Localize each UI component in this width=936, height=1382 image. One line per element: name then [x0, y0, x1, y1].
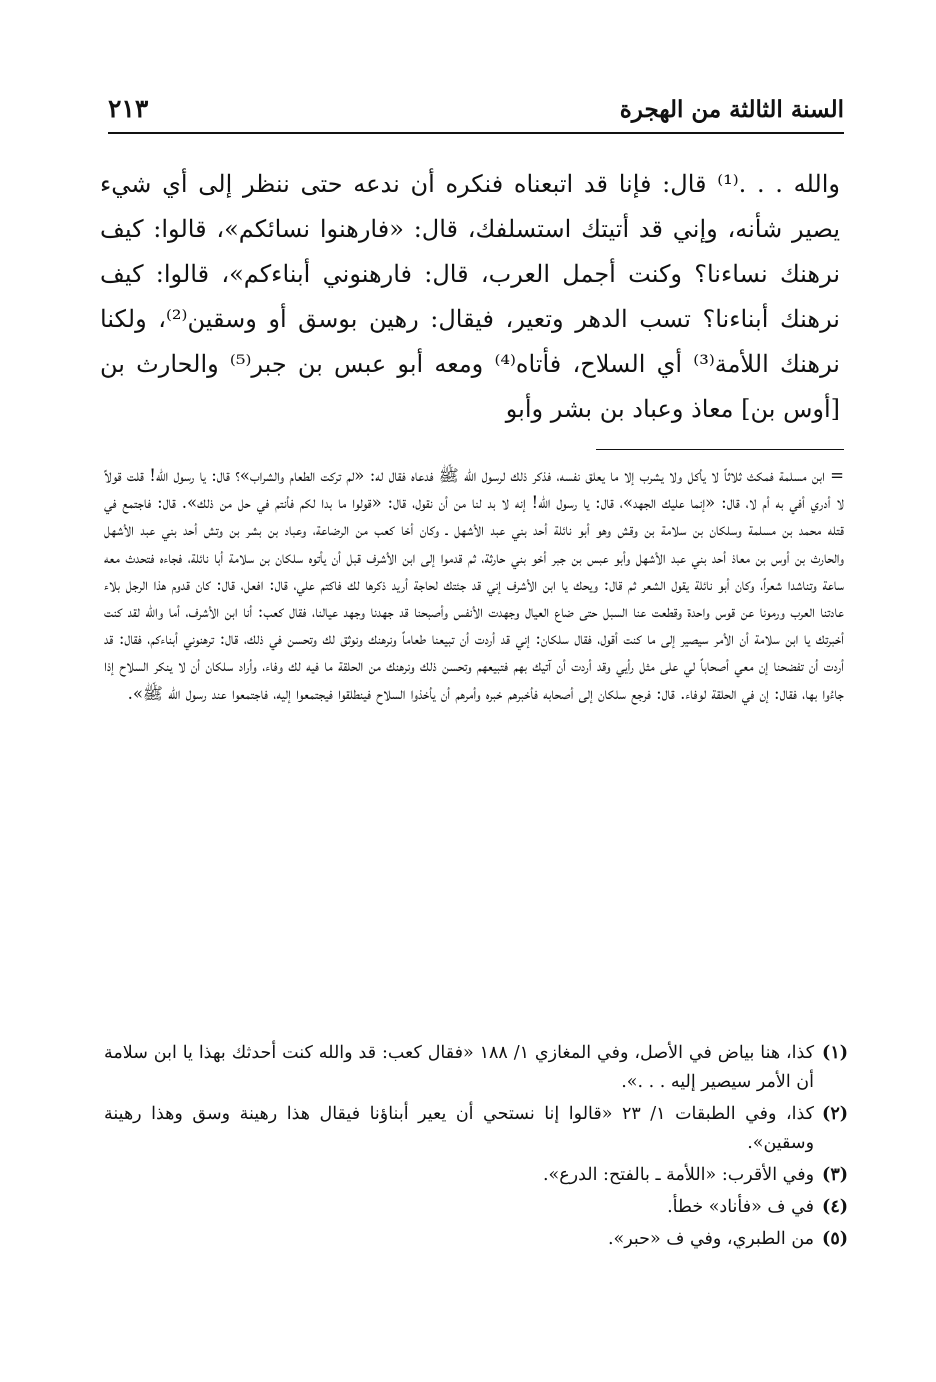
page-header — [108, 92, 844, 134]
footnote-1 — [104, 1039, 848, 1097]
footnote-text: كذا، وفي الطبقات ١/ ٢٣ «قالوا إنا نستحي أن يعير أبناؤنا فيقال هذا رهينة وسق وهذا رهينة وسقين». — [104, 1104, 815, 1153]
footnote-number: (١) — [822, 1043, 848, 1063]
footnote-text: من الطبري، وفي ف «حبر». — [607, 1229, 815, 1249]
footnote-3 — [104, 1161, 848, 1190]
page-number: ٢١٣ — [108, 94, 149, 123]
footnote-separator — [596, 449, 844, 450]
footnotes — [104, 1039, 848, 1257]
footnote-number: (٥) — [822, 1229, 848, 1249]
footnote-text: كذا، هنا بياض في الأصل، وفي المغازي ١/ ١٨٨ «فقال كعب: قد والله كنت أحدثك بهذا يا ابن سلامة أن الأمر سيصير إليه . . .». — [104, 1043, 815, 1092]
footnote-text: وفي الأقرب: «اللأمة ـ بالفتح: الدرع». — [542, 1165, 815, 1185]
footnote-continuation — [104, 462, 844, 707]
footnote-4 — [104, 1193, 848, 1222]
footnote-number: (٢) — [822, 1104, 848, 1124]
continuation-paragraph: = ابن مسلمة فمكث ثلاثاً لا يأكل ولا يشرب إلا ما يعلق نفسه، فذكر ذلك لرسول الله ﷺ فدعاه فقال له: «لم تركت الطعام والشراب»؟ قال: يا رسول الله! قلت قولاً لا أدري أفي به أم لا، قال: «إنما عليك الجهد»، قال: يا رسول الله! إنه لا بد لنا من أن نقول، قال: «قولوا ما بدا لكم فأنتم في حل من ذلك». قال: فاجتمع في قتله محمد بن مسلمة وسلكان بن سلامة بن وقش وهو أبو نائلة أحد بني عبد الأشهل ـ وكان أخا كعب من الرضاعة، وعباد بن بشر بن وتش أحد بني عبد الأشهل والحارث بن أوس بن معاذ أحد بني عبد الأشهل وأبو عبس بن جبر أخو بني حارثة، ثم قدموا إلى ابن الأشرف قبل أن يأتوه سلكان بن سلامة أبا نائلة، فجاءه فتحدث معه ساعة وتناشدا شعراً، وكان أبو نائلة يقول الشعر ثم قال: ويحك يا ابن الأشرف إني قد جئتك لحاجة أريد ذكرها لك فاكتم علي، قال: افعل، قال: كان قدوم هذا الرجل بلاء عادتنا العرب ورمونا عن قوس واحدة وقطعت عنا السبل حتى ضاع العيال وجهدت الأنفس وأصبحنا قد جهدنا وجهد عيالنا، فقال كعب: أنا ابن الأشرف، أما والله لقد كنت أخبرتك يا ابن سلامة أن الأمر سيصير إلى ما كنت أقول، فقال سلكان: إني قد أردت أن تبيعنا طعاماً ونرهنك ونوثق لك وتحسن في ذلك، قال: ترهنوني أبناءكم، فقال: قد أردت أن تفضحنا إن معي أصحاباً لي على مثل رأيي وقد أردت أن آتيك بهم فتبيعهم وتحسن ذلك ونرهنك من الحلقة ما فيه لك وفاء، وأراد سلكان أن لا ينكر السلاح إذا جاءُوا بها، فقال: إن في الحلقة لوفاء. قال: فرجع سلكان إلى أصحابه فأخبرهم خبره وأمرهم أن يأخذوا السلاح فينطلقوا فيجتمعوا إليه، فاجتمعوا عند رسول الله ﷺ». — [104, 466, 844, 703]
main-paragraph: والله . . .⁽¹⁾ قال: فإنا قد اتبعناه فنكره أن ندعه حتى ننظر إلى أي شيء يصير شأنه، وإني قد أتيتك استسلفك، قال: «فارهنوا نسائكم»، قالوا: كيف نرهنك نساءنا؟ وكنت أجمل العرب، قال: فارهنوني أبناءكم»، قالوا: كيف نرهنك أبناءنا؟ تسب الدهر وتعير، فيقال: رهين بوسق أو وسقين⁽²⁾، ولكنا نرهنك اللأمة⁽³⁾ أي السلاح، فأتاه⁽⁴⁾ ومعه أبو عبس بن جبر⁽⁵⁾ والحارث بن [أوس بن] معاذ وعباد بن بشر وأبو — [100, 170, 840, 423]
footnote-number: (٤) — [822, 1197, 848, 1217]
footnote-2 — [104, 1100, 848, 1158]
footnote-text: في ف «فأناد» خطأ. — [667, 1197, 815, 1217]
footnote-5 — [104, 1225, 848, 1254]
running-title: السنة الثالثة من الهجرة — [619, 96, 844, 123]
main-text — [100, 162, 840, 432]
footnote-number: (٣) — [822, 1165, 848, 1185]
